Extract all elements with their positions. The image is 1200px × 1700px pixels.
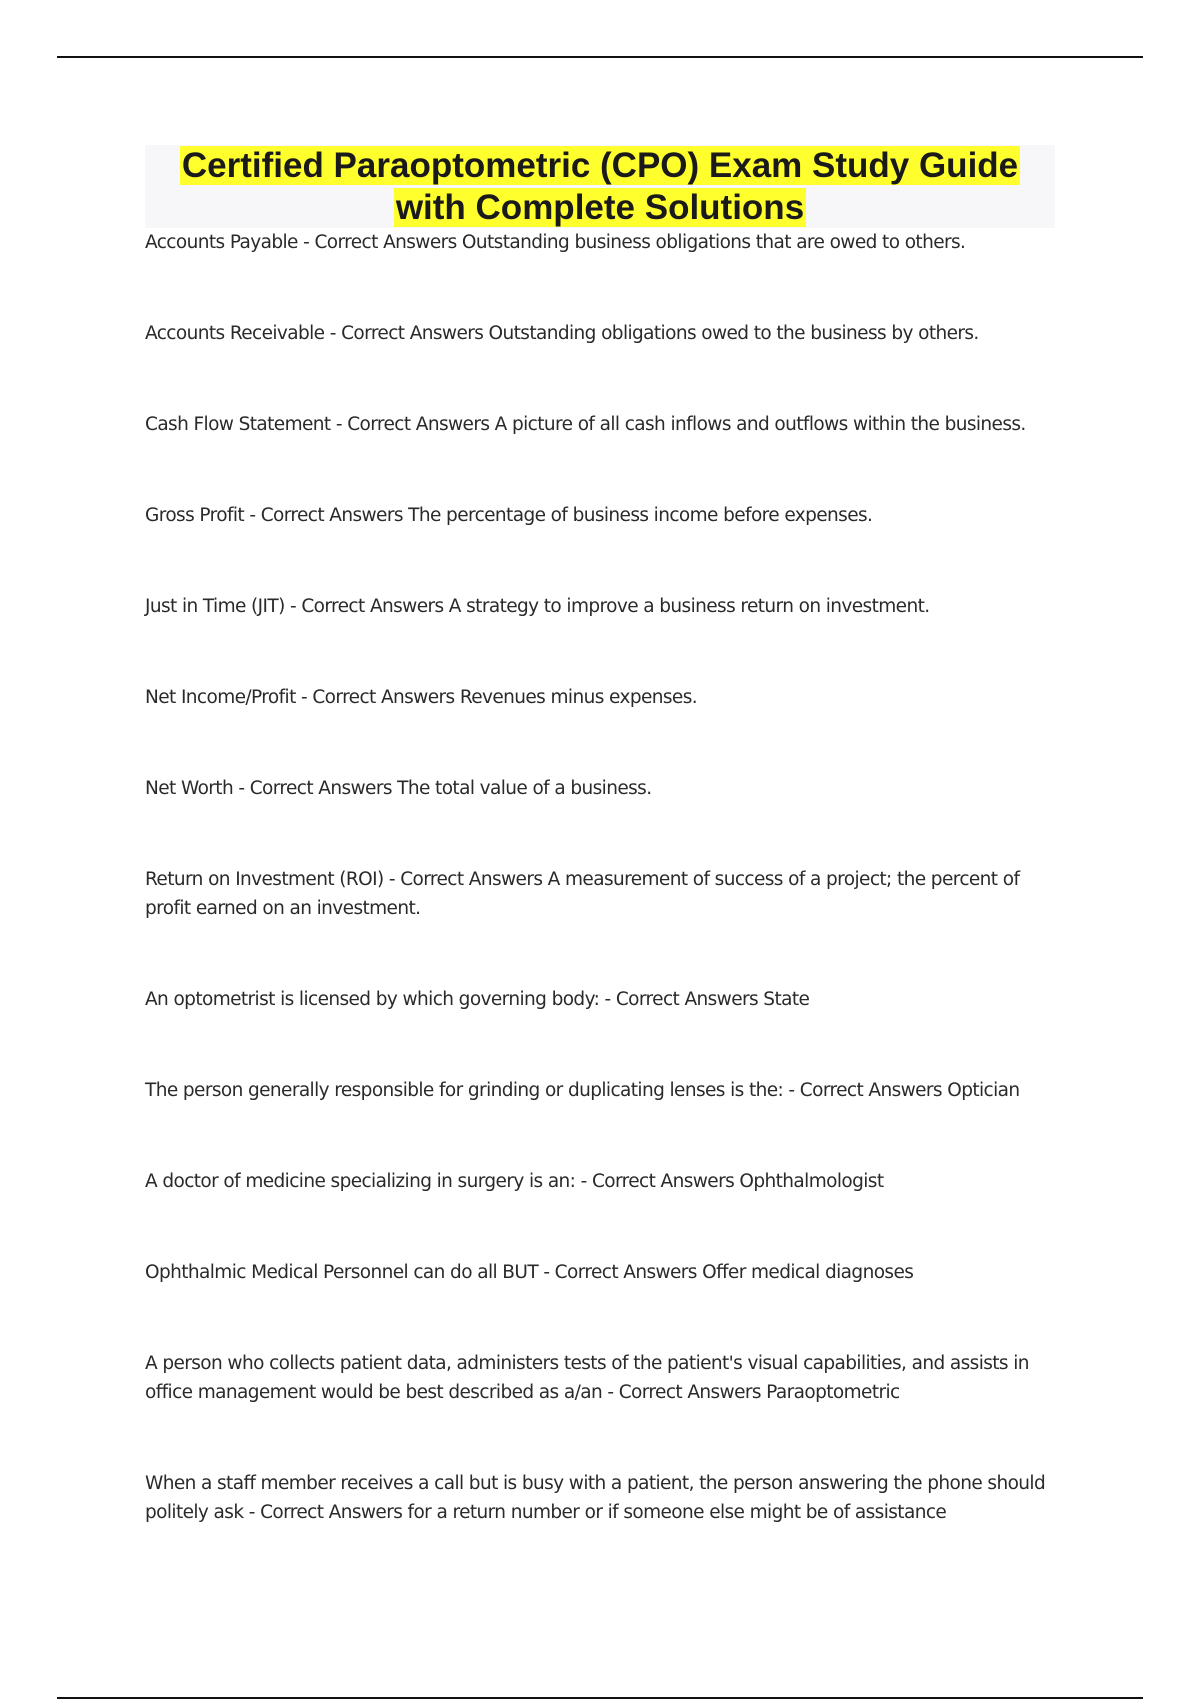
qa-entry-paraoptometric: A person who collects patient data, administers tests of the patient's visual capabilities, and assists in office management would be best described as a/an - Correct Answers Paraoptometric bbox=[145, 1353, 1029, 1403]
qa-entry-phone-call: When a staff member receives a call but is busy with a patient, the person answering the phone should politely ask - Correct Answers for a return number or if someone else might be of assistance bbox=[145, 1473, 1046, 1523]
qa-entry-gross-profit: Gross Profit - Correct Answers The percentage of business income before expenses. bbox=[145, 505, 873, 526]
qa-entry-roi: Return on Investment (ROI) - Correct Answers A measurement of success of a project; the percent of profit earned on an investment. bbox=[145, 869, 1020, 919]
title-block bbox=[145, 145, 1055, 228]
qa-entry-ophthalmologist: A doctor of medicine specializing in surgery is an: - Correct Answers Ophthalmologist bbox=[145, 1171, 884, 1192]
qa-entry-optician: The person generally responsible for grinding or duplicating lenses is the: - Correct Answers Optician bbox=[145, 1080, 1020, 1101]
top-rule bbox=[57, 56, 1143, 58]
qa-entry-just-in-time: Just in Time (JIT) - Correct Answers A strategy to improve a business return on investment. bbox=[145, 596, 930, 617]
page-title-line-2: with Complete Solutions bbox=[395, 188, 805, 227]
qa-entry-ophthalmic-personnel: Ophthalmic Medical Personnel can do all BUT - Correct Answers Offer medical diagnoses bbox=[145, 1262, 914, 1283]
qa-entry-accounts-receivable: Accounts Receivable - Correct Answers Outstanding obligations owed to the business by others. bbox=[145, 323, 979, 344]
bottom-rule bbox=[57, 1697, 1143, 1699]
qa-entry-accounts-payable: Accounts Payable - Correct Answers Outstanding business obligations that are owed to others. bbox=[145, 232, 966, 253]
qa-entry-net-worth: Net Worth - Correct Answers The total value of a business. bbox=[145, 778, 652, 799]
qa-list bbox=[145, 228, 1065, 1589]
qa-entry-cash-flow-statement: Cash Flow Statement - Correct Answers A picture of all cash inflows and outflows within the business. bbox=[145, 414, 1026, 435]
qa-entry-optometrist-license: An optometrist is licensed by which governing body: - Correct Answers State bbox=[145, 989, 810, 1010]
qa-entry-net-income: Net Income/Profit - Correct Answers Revenues minus expenses. bbox=[145, 687, 698, 708]
page-title-line-1: Certified Paraoptometric (CPO) Exam Study Guide bbox=[181, 146, 1019, 185]
